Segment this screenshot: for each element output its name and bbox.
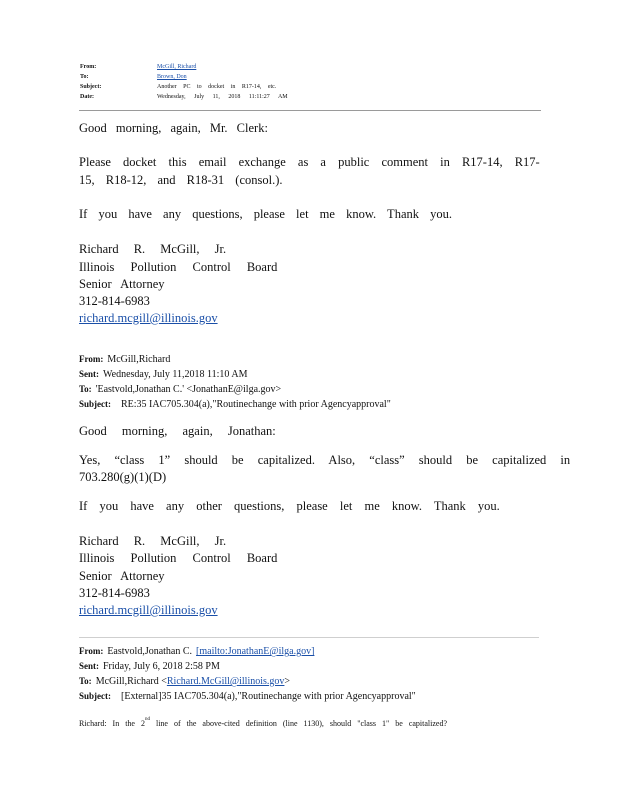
signature-title: Senior Attorney — [79, 569, 165, 583]
message2-subject-row — [79, 394, 391, 412]
signature-organization: Illinois Pollution Control Board — [79, 260, 278, 274]
to-label: To: — [79, 676, 92, 686]
to-value-prefix: McGill,Richard < — [95, 676, 167, 687]
body-text-end: line of the above-cited definition (line 1130), should "class 1" be capitalized? — [149, 719, 448, 728]
subject-value: RE:35 IAC705.304(a),"Routinechange with prior Agencyapproval" — [121, 399, 391, 410]
greeting: Good morning, again, Mr. Clerk: — [79, 121, 268, 135]
to-label: To: — [79, 384, 92, 394]
header-date-label: Date: — [80, 94, 94, 100]
from-label: From: — [79, 354, 104, 364]
sent-label: Sent: — [79, 369, 99, 379]
signature-name: Richard R. McGill, Jr. — [79, 242, 227, 256]
signature-phone: 312-814-6983 — [79, 586, 150, 600]
sent-value: Wednesday, July 11,2018 11:10 AM — [103, 369, 248, 380]
to-value-suffix: > — [284, 676, 291, 687]
header-subject-value: Another PC to docket in R17-14, etc. — [157, 84, 277, 90]
header-from-value[interactable]: McGill, Richard — [157, 64, 197, 70]
body-text-start: Richard: In the 2 — [79, 719, 145, 728]
signature-organization: Illinois Pollution Control Board — [79, 551, 278, 565]
signature-phone: 312-814-6983 — [79, 294, 150, 308]
from-value: Eastvold,Jonathan C. — [107, 646, 193, 657]
subject-value: [External]35 IAC705.304(a),"Routinechange with prior Agencyapproval" — [121, 691, 416, 702]
to-email-link[interactable]: Richard.McGill@illinois.gov — [166, 676, 285, 687]
subject-label: Subject: — [79, 399, 111, 409]
header-divider — [79, 110, 541, 111]
header-to-value[interactable]: Brown, Don — [157, 74, 187, 80]
body-paragraph-line: 15, R18-12, and R18-31 (consol.). — [79, 173, 283, 187]
subject-label: Subject: — [79, 691, 111, 701]
signature-title: Senior Attorney — [79, 277, 165, 291]
sent-label: Sent: — [79, 661, 99, 671]
body-superscript: nd — [144, 717, 150, 722]
from-value: McGill,Richard — [107, 354, 171, 365]
body-paragraph-line: Please docket this email exchange as a public comment in R17-14, R17- — [79, 155, 540, 169]
header-subject-label: Subject: — [80, 84, 102, 90]
message3-body-line — [79, 717, 447, 728]
body-paragraph-line: 703.280(g)(1)(D) — [79, 470, 167, 484]
signature-name: Richard R. McGill, Jr. — [79, 534, 227, 548]
from-label: From: — [79, 646, 104, 656]
greeting: Good morning, again, Jonathan: — [79, 424, 276, 438]
message-divider — [79, 637, 539, 638]
header-from-label: From: — [80, 64, 97, 70]
body-paragraph: If you have any other questions, please let me know. Thank you. — [79, 499, 500, 513]
mailto-link[interactable]: [mailto:JonathanE@ilga.gov] — [196, 646, 315, 657]
body-paragraph: If you have any questions, please let me know. Thank you. — [79, 207, 452, 221]
header-to-label: To: — [80, 74, 89, 80]
signature-email-link[interactable]: richard.mcgill@illinois.gov — [79, 603, 218, 617]
body-paragraph-line: Yes, “class 1” should be capitalized. Also, “class” should be capitalized in — [79, 453, 571, 467]
to-value: 'Eastvold,Jonathan C.' <JonathanE@ilga.gov> — [95, 384, 282, 395]
signature-email-link[interactable]: richard.mcgill@illinois.gov — [79, 311, 218, 325]
message3-subject-row — [79, 686, 416, 704]
header-date-value: Wednesday, July 11, 2018 11:11:27 AM — [157, 94, 288, 100]
sent-value: Friday, July 6, 2018 2:58 PM — [103, 661, 220, 672]
